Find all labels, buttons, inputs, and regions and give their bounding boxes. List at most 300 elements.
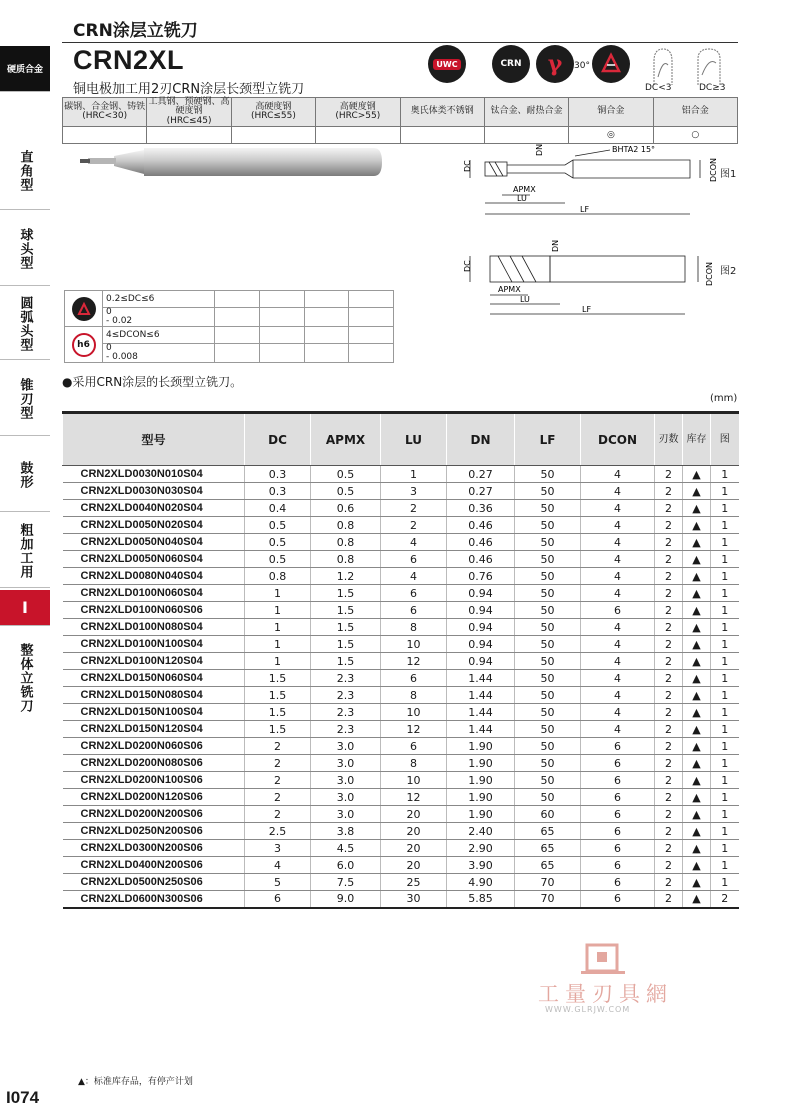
- cell-model: CRN2XLD0500N250S06: [63, 874, 245, 891]
- cell-stock: ▲: [683, 568, 711, 585]
- cell-dn: 0.94: [447, 636, 515, 653]
- tab-square[interactable]: 直角型: [0, 132, 50, 210]
- cell-stock: ▲: [683, 721, 711, 738]
- col-fig: 图: [711, 413, 739, 466]
- cell-model: CRN2XLD0040N020S04: [63, 500, 245, 517]
- cell-dc: 2: [245, 772, 311, 789]
- cell-dcon: 4: [581, 670, 655, 687]
- dn-label: DN: [535, 143, 544, 156]
- uwc-badge-icon: UWC: [428, 45, 466, 83]
- tool-photo: [74, 132, 394, 192]
- cell-dn: 0.27: [447, 483, 515, 500]
- cell-fig: 1: [711, 857, 739, 874]
- cell-model: CRN2XLD0030N010S04: [63, 466, 245, 483]
- cell-apmx: 3.0: [311, 789, 381, 806]
- watermark-text: 工量刃具網: [538, 982, 673, 1006]
- cell-lu: 8: [381, 619, 447, 636]
- apmx-label: APMX: [513, 185, 536, 194]
- cell-fig: 1: [711, 687, 739, 704]
- cell-lf: 50: [515, 653, 581, 670]
- cell-lu: 10: [381, 772, 447, 789]
- cell-lu: 8: [381, 687, 447, 704]
- cell-fig: 1: [711, 534, 739, 551]
- cell-model: CRN2XLD0200N120S06: [63, 789, 245, 806]
- cell-model: CRN2XLD0100N060S06: [63, 602, 245, 619]
- end-view-small-icon: [646, 47, 680, 87]
- tolerance-table: [64, 290, 394, 363]
- cell-apmx: 9.0: [311, 891, 381, 908]
- cell-fig: 1: [711, 585, 739, 602]
- cell-flutes: 2: [655, 874, 683, 891]
- tab-active-marker[interactable]: I: [0, 590, 50, 626]
- cell-stock: ▲: [683, 738, 711, 755]
- cell-apmx: 2.3: [311, 704, 381, 721]
- cell-dcon: 4: [581, 636, 655, 653]
- cell-stock: ▲: [683, 500, 711, 517]
- cell-flutes: 2: [655, 500, 683, 517]
- cell-dc: 1.5: [245, 670, 311, 687]
- table-row: [63, 653, 739, 670]
- cell-flutes: 2: [655, 636, 683, 653]
- cell-lf: 50: [515, 721, 581, 738]
- helix-angle-icon: γ: [536, 45, 574, 83]
- cell-flutes: 2: [655, 738, 683, 755]
- cell-model: CRN2XLD0100N120S04: [63, 653, 245, 670]
- cell-stock: ▲: [683, 823, 711, 840]
- drawing-figure-1: [460, 140, 730, 220]
- cell-lu: 30: [381, 891, 447, 908]
- cell-apmx: 0.5: [311, 483, 381, 500]
- cell-dc: 0.5: [245, 551, 311, 568]
- tol-range-dcon: 4≤DCON≤6: [103, 327, 215, 344]
- cell-flutes: 2: [655, 704, 683, 721]
- cell-dcon: 4: [581, 653, 655, 670]
- cell-stock: ▲: [683, 755, 711, 772]
- cell-lu: 12: [381, 721, 447, 738]
- cell-dcon: 6: [581, 891, 655, 908]
- tab-carbide[interactable]: 硬质合金: [0, 46, 50, 92]
- cell-dcon: 4: [581, 619, 655, 636]
- cell-dn: 1.90: [447, 789, 515, 806]
- cell-apmx: 3.0: [311, 755, 381, 772]
- cell-flutes: 2: [655, 517, 683, 534]
- cell-lf: 50: [515, 534, 581, 551]
- table-row: [63, 551, 739, 568]
- cell-dn: 1.44: [447, 721, 515, 738]
- cell-model: CRN2XLD0050N060S04: [63, 551, 245, 568]
- cell-dc: 0.3: [245, 483, 311, 500]
- figure-2-label: 图2: [720, 266, 737, 277]
- copper-mark: ◎: [569, 127, 653, 144]
- col-dc: DC: [245, 413, 311, 466]
- cell-dc: 0.5: [245, 534, 311, 551]
- tab-ball[interactable]: 球头型: [0, 212, 50, 286]
- table-row: [63, 823, 739, 840]
- table-row: [63, 534, 739, 551]
- cell-model: CRN2XLD0300N200S06: [63, 840, 245, 857]
- cell-model: CRN2XLD0200N100S06: [63, 772, 245, 789]
- table-row: [63, 840, 739, 857]
- cell-dcon: 4: [581, 534, 655, 551]
- cell-dcon: 6: [581, 806, 655, 823]
- cell-dn: 1.44: [447, 687, 515, 704]
- cell-lu: 6: [381, 670, 447, 687]
- unit-label: (mm): [710, 393, 738, 404]
- product-subtitle: 铜电极加工用2刃CRN涂层长颈型立铣刀: [73, 82, 305, 97]
- cell-stock: ▲: [683, 857, 711, 874]
- cell-lf: 60: [515, 806, 581, 823]
- cell-lu: 25: [381, 874, 447, 891]
- cell-dcon: 6: [581, 823, 655, 840]
- tab-solid-endmill[interactable]: 整体立铣刀: [0, 628, 50, 728]
- cell-lu: 6: [381, 602, 447, 619]
- feature-badges: [428, 45, 740, 93]
- cell-dc: 5: [245, 874, 311, 891]
- cell-fig: 2: [711, 891, 739, 908]
- cell-dc: 2: [245, 755, 311, 772]
- table-row: [63, 636, 739, 653]
- cell-dn: 2.40: [447, 823, 515, 840]
- tol-dc-lower: - 0.02: [106, 316, 133, 326]
- dcon-label: DCON: [709, 157, 718, 182]
- table-row: [63, 687, 739, 704]
- cell-model: CRN2XLD0400N200S06: [63, 857, 245, 874]
- cell-fig: 1: [711, 806, 739, 823]
- apmx2-label: APMX: [498, 285, 521, 294]
- cell-dc: 1: [245, 619, 311, 636]
- sketch-label-small: DC<3: [645, 83, 672, 93]
- cell-dc: 1.5: [245, 687, 311, 704]
- cell-apmx: 0.8: [311, 517, 381, 534]
- cell-model: CRN2XLD0050N020S04: [63, 517, 245, 534]
- cell-dcon: 4: [581, 687, 655, 704]
- cell-fig: 1: [711, 823, 739, 840]
- cell-stock: ▲: [683, 466, 711, 483]
- cell-apmx: 0.5: [311, 466, 381, 483]
- cell-fig: 1: [711, 483, 739, 500]
- category-title: CRN涂层立铣刀: [73, 21, 198, 41]
- cell-lf: 50: [515, 517, 581, 534]
- drawing-figure-2: [460, 240, 730, 320]
- cell-flutes: 2: [655, 551, 683, 568]
- cell-lf: 50: [515, 755, 581, 772]
- cell-lf: 65: [515, 823, 581, 840]
- cell-dc: 1: [245, 585, 311, 602]
- material-tool-steel: 工具钢、预硬钢、高硬度钢 (HRC≤45): [148, 97, 230, 126]
- cell-dn: 1.90: [447, 755, 515, 772]
- cell-lf: 50: [515, 670, 581, 687]
- cell-flutes: 2: [655, 721, 683, 738]
- cell-model: CRN2XLD0100N060S04: [63, 585, 245, 602]
- cell-flutes: 2: [655, 806, 683, 823]
- page-number: I074: [6, 1088, 40, 1107]
- table-row: [63, 857, 739, 874]
- tab-roughing[interactable]: 粗加工用: [0, 514, 50, 588]
- cell-lu: 12: [381, 789, 447, 806]
- cell-stock: ▲: [683, 602, 711, 619]
- spec-body: [63, 466, 739, 908]
- material-copper: 铜合金: [569, 98, 653, 127]
- cell-dn: 0.46: [447, 551, 515, 568]
- table-row: [63, 466, 739, 483]
- lf2-label: LF: [582, 305, 592, 314]
- cutting-edge-icon: [72, 297, 96, 321]
- table-row: [63, 585, 739, 602]
- cell-dn: 3.90: [447, 857, 515, 874]
- col-apmx: APMX: [311, 413, 381, 466]
- cell-stock: ▲: [683, 789, 711, 806]
- cell-flutes: 2: [655, 789, 683, 806]
- cell-dn: 2.90: [447, 840, 515, 857]
- table-row: [63, 619, 739, 636]
- cell-apmx: 6.0: [311, 857, 381, 874]
- cell-model: CRN2XLD0050N040S04: [63, 534, 245, 551]
- cell-dn: 1.90: [447, 772, 515, 789]
- cell-lu: 2: [381, 517, 447, 534]
- cell-apmx: 2.3: [311, 687, 381, 704]
- cell-flutes: 2: [655, 755, 683, 772]
- cell-lf: 50: [515, 619, 581, 636]
- cell-lf: 65: [515, 857, 581, 874]
- cell-dcon: 4: [581, 500, 655, 517]
- cell-flutes: 2: [655, 840, 683, 857]
- tol-dc-upper: 0: [106, 307, 112, 317]
- col-dcon: DCON: [581, 413, 655, 466]
- cell-apmx: 1.5: [311, 619, 381, 636]
- table-row: [63, 806, 739, 823]
- flute-icon: [592, 45, 630, 83]
- cell-lf: 50: [515, 687, 581, 704]
- cell-lf: 65: [515, 840, 581, 857]
- tab-taper[interactable]: 锥刃型: [0, 362, 50, 436]
- cell-lu: 4: [381, 568, 447, 585]
- table-row: [63, 500, 739, 517]
- table-row: [63, 568, 739, 585]
- cell-dc: 6: [245, 891, 311, 908]
- cell-apmx: 1.5: [311, 636, 381, 653]
- cell-model: CRN2XLD0080N040S04: [63, 568, 245, 585]
- cell-flutes: 2: [655, 483, 683, 500]
- cell-fig: 1: [711, 772, 739, 789]
- cell-flutes: 2: [655, 670, 683, 687]
- cell-lf: 50: [515, 738, 581, 755]
- cell-apmx: 0.8: [311, 551, 381, 568]
- cell-fig: 1: [711, 517, 739, 534]
- watermark-logo-icon: [581, 942, 625, 976]
- cell-lf: 50: [515, 500, 581, 517]
- cell-apmx: 3.8: [311, 823, 381, 840]
- cell-model: CRN2XLD0100N080S04: [63, 619, 245, 636]
- cell-dcon: 6: [581, 738, 655, 755]
- cell-dc: 2.5: [245, 823, 311, 840]
- col-lu: LU: [381, 413, 447, 466]
- cell-stock: ▲: [683, 585, 711, 602]
- cell-dn: 1.90: [447, 738, 515, 755]
- cell-model: CRN2XLD0100N100S04: [63, 636, 245, 653]
- lf-label: LF: [580, 205, 590, 214]
- cell-dc: 4: [245, 857, 311, 874]
- cell-stock: ▲: [683, 874, 711, 891]
- watermark-url: WWW.GLRJW.COM: [545, 1005, 631, 1014]
- cell-dn: 0.94: [447, 619, 515, 636]
- cell-dc: 1: [245, 653, 311, 670]
- material-aluminum: 铝合金: [653, 98, 737, 127]
- spec-table: [62, 411, 739, 909]
- cell-model: CRN2XLD0150N060S04: [63, 670, 245, 687]
- cell-stock: ▲: [683, 891, 711, 908]
- cell-lf: 50: [515, 483, 581, 500]
- table-row: [63, 891, 739, 908]
- product-title: CRN2XL: [73, 45, 185, 75]
- table-row: [63, 602, 739, 619]
- cell-dc: 0.4: [245, 500, 311, 517]
- cell-stock: ▲: [683, 517, 711, 534]
- cell-dcon: 6: [581, 602, 655, 619]
- cell-fig: 1: [711, 840, 739, 857]
- cell-fig: 1: [711, 721, 739, 738]
- cell-lf: 50: [515, 602, 581, 619]
- cell-fig: 1: [711, 619, 739, 636]
- crn-coating-icon: CRN: [492, 45, 530, 83]
- cell-lu: 12: [381, 653, 447, 670]
- cell-lf: 50: [515, 772, 581, 789]
- cell-dcon: 6: [581, 772, 655, 789]
- cell-lu: 10: [381, 704, 447, 721]
- cell-fig: 1: [711, 568, 739, 585]
- table-row: [63, 874, 739, 891]
- cell-lf: 50: [515, 789, 581, 806]
- cell-lu: 6: [381, 738, 447, 755]
- cell-dn: 0.94: [447, 602, 515, 619]
- col-lf: LF: [515, 413, 581, 466]
- cell-dcon: 4: [581, 585, 655, 602]
- cell-apmx: 3.0: [311, 806, 381, 823]
- cell-fig: 1: [711, 704, 739, 721]
- end-view-large-icon: [692, 47, 726, 87]
- cell-stock: ▲: [683, 534, 711, 551]
- cell-model: CRN2XLD0030N030S04: [63, 483, 245, 500]
- cell-flutes: 2: [655, 653, 683, 670]
- cell-dn: 1.90: [447, 806, 515, 823]
- cell-flutes: 2: [655, 466, 683, 483]
- cell-stock: ▲: [683, 653, 711, 670]
- figure-1-label: 图1: [720, 169, 737, 180]
- cell-flutes: 2: [655, 534, 683, 551]
- cell-dn: 0.46: [447, 534, 515, 551]
- cell-dn: 0.46: [447, 517, 515, 534]
- cell-stock: ▲: [683, 670, 711, 687]
- cell-stock: ▲: [683, 483, 711, 500]
- feature-note: ●采用CRN涂层的长颈型立铣刀。: [62, 375, 243, 389]
- cell-dn: 5.85: [447, 891, 515, 908]
- tol-range-dc: 0.2≤DC≤6: [103, 291, 215, 308]
- cell-lu: 8: [381, 755, 447, 772]
- sketch-label-large: DC≥3: [699, 83, 726, 93]
- cell-apmx: 2.3: [311, 721, 381, 738]
- lu2-label: LU: [520, 295, 530, 304]
- table-row: [63, 755, 739, 772]
- cell-fig: 1: [711, 755, 739, 772]
- table-row: [63, 517, 739, 534]
- cell-lu: 20: [381, 806, 447, 823]
- cell-model: CRN2XLD0200N080S06: [63, 755, 245, 772]
- cell-lf: 50: [515, 568, 581, 585]
- cell-apmx: 1.2: [311, 568, 381, 585]
- cell-apmx: 0.6: [311, 500, 381, 517]
- cell-dc: 1: [245, 602, 311, 619]
- cell-stock: ▲: [683, 840, 711, 857]
- cell-model: CRN2XLD0250N200S06: [63, 823, 245, 840]
- cell-apmx: 7.5: [311, 874, 381, 891]
- cell-lu: 6: [381, 551, 447, 568]
- table-row: [63, 738, 739, 755]
- col-flutes: 刃数: [655, 413, 683, 466]
- cell-stock: ▲: [683, 704, 711, 721]
- cell-dcon: 4: [581, 466, 655, 483]
- cell-flutes: 2: [655, 772, 683, 789]
- cell-fig: 1: [711, 636, 739, 653]
- cell-apmx: 1.5: [311, 653, 381, 670]
- cell-lf: 50: [515, 466, 581, 483]
- cell-dn: 0.94: [447, 653, 515, 670]
- cell-dn: 0.94: [447, 585, 515, 602]
- cell-flutes: 2: [655, 585, 683, 602]
- col-stock: 库存: [683, 413, 711, 466]
- cell-dcon: 6: [581, 755, 655, 772]
- material-header-row: [63, 98, 738, 127]
- cell-model: CRN2XLD0150N080S04: [63, 687, 245, 704]
- cell-lf: 50: [515, 551, 581, 568]
- tol-dcon-upper: 0: [106, 343, 112, 353]
- cell-flutes: 2: [655, 568, 683, 585]
- dc2-label: DC: [463, 260, 472, 272]
- cell-dcon: 6: [581, 789, 655, 806]
- lu-label: LU: [517, 194, 527, 203]
- table-row: [63, 670, 739, 687]
- cell-apmx: 1.5: [311, 602, 381, 619]
- cell-dn: 0.27: [447, 466, 515, 483]
- cell-dc: 2: [245, 806, 311, 823]
- table-row: [63, 721, 739, 738]
- cell-stock: ▲: [683, 772, 711, 789]
- table-row: [63, 789, 739, 806]
- col-dn: DN: [447, 413, 515, 466]
- header-rule: [62, 42, 738, 43]
- cell-lu: 1: [381, 466, 447, 483]
- cell-flutes: 2: [655, 619, 683, 636]
- col-model: 型号: [63, 413, 245, 466]
- tab-radius[interactable]: 圆弧头型: [0, 288, 50, 360]
- cell-apmx: 1.5: [311, 585, 381, 602]
- cell-apmx: 4.5: [311, 840, 381, 857]
- cell-lf: 70: [515, 891, 581, 908]
- h6-shank-icon: h6: [72, 333, 96, 357]
- tab-barrel[interactable]: 鼓形: [0, 438, 50, 512]
- cell-stock: ▲: [683, 619, 711, 636]
- cell-dcon: 4: [581, 517, 655, 534]
- dcon2-label: DCON: [705, 261, 714, 286]
- cell-apmx: 3.0: [311, 772, 381, 789]
- cell-lu: 6: [381, 585, 447, 602]
- material-hard-steel-over55: 高硬度钢 (HRC>55): [316, 98, 400, 127]
- material-hard-steel-55: 高硬度钢 (HRC≤55): [231, 98, 315, 127]
- cell-flutes: 2: [655, 602, 683, 619]
- cell-model: CRN2XLD0200N200S06: [63, 806, 245, 823]
- cell-fig: 1: [711, 738, 739, 755]
- cell-flutes: 2: [655, 823, 683, 840]
- cell-dn: 1.44: [447, 670, 515, 687]
- cell-dc: 0.3: [245, 466, 311, 483]
